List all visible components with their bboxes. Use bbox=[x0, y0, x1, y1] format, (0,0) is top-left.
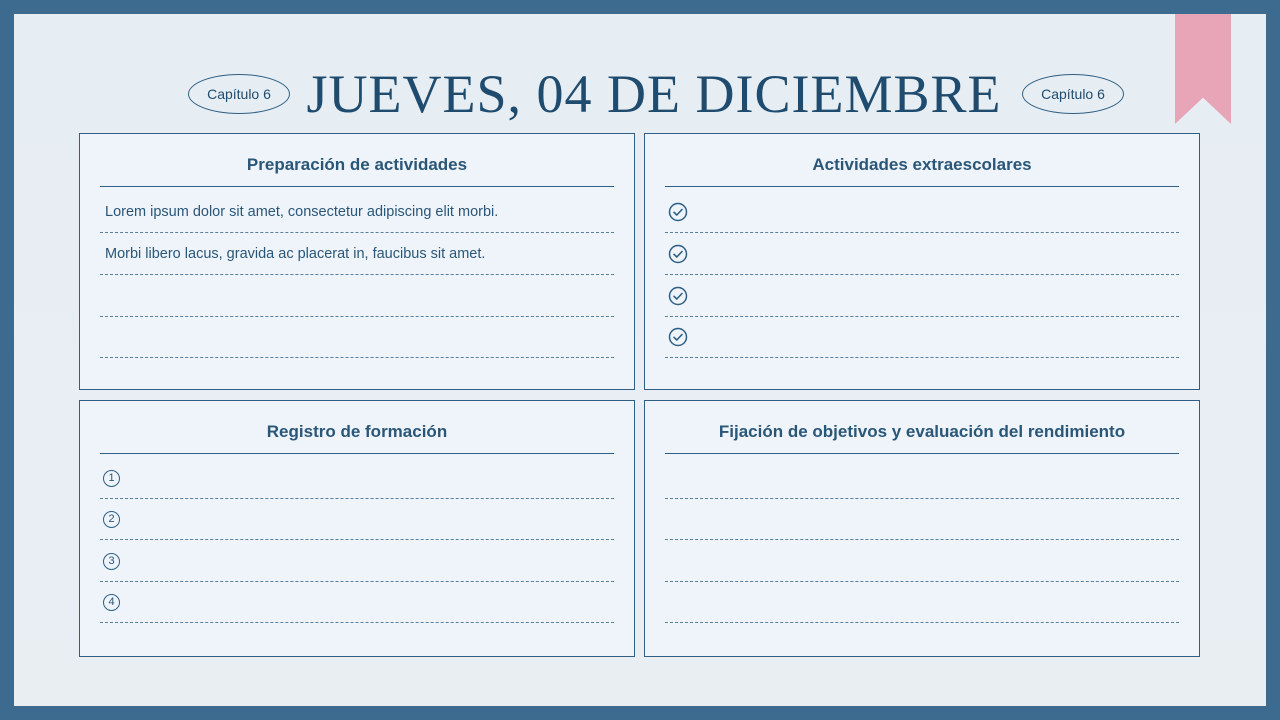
numbered-line[interactable] bbox=[100, 499, 614, 540]
numbered-line[interactable] bbox=[100, 582, 614, 623]
chapter-badge-left bbox=[188, 74, 290, 114]
page-title: JUEVES, 04 DE DICIEMBRE bbox=[306, 64, 1002, 124]
note-line[interactable] bbox=[100, 234, 614, 275]
panel-extraescolares bbox=[644, 133, 1200, 390]
numbered-line[interactable] bbox=[100, 458, 614, 499]
numbered-line[interactable] bbox=[100, 541, 614, 582]
note-line[interactable] bbox=[665, 458, 1179, 499]
panel-title: Preparación de actividades bbox=[100, 152, 614, 187]
check-circle-icon[interactable] bbox=[668, 286, 688, 306]
note-text: Lorem ipsum dolor sit amet, consectetur adipiscing elit morbi. bbox=[105, 204, 499, 220]
checklist-line[interactable] bbox=[665, 317, 1179, 358]
panel-title: Fijación de objetivos y evaluación del rendimiento bbox=[665, 419, 1179, 454]
check-circle-icon[interactable] bbox=[668, 244, 688, 264]
chapter-label: Capítulo 6 bbox=[1041, 86, 1105, 102]
check-circle-icon[interactable] bbox=[668, 327, 688, 347]
panel-title: Registro de formación bbox=[100, 419, 614, 454]
chapter-badge-right bbox=[1022, 74, 1124, 114]
checklist-line[interactable] bbox=[665, 192, 1179, 233]
panel-preparacion bbox=[79, 133, 635, 390]
chapter-label: Capítulo 6 bbox=[207, 86, 271, 102]
note-line[interactable] bbox=[665, 499, 1179, 540]
number-2-icon: 2 bbox=[103, 511, 120, 528]
bookmark-ribbon bbox=[1175, 14, 1231, 124]
number-1-icon: 1 bbox=[103, 470, 120, 487]
panel-title: Actividades extraescolares bbox=[665, 152, 1179, 187]
note-line[interactable] bbox=[100, 192, 614, 233]
number-4-icon: 4 bbox=[103, 594, 120, 611]
note-line[interactable] bbox=[665, 541, 1179, 582]
panel-objetivos bbox=[644, 400, 1200, 657]
note-line[interactable] bbox=[100, 276, 614, 317]
checklist-line[interactable] bbox=[665, 234, 1179, 275]
number-3-icon: 3 bbox=[103, 553, 120, 570]
check-circle-icon[interactable] bbox=[668, 202, 688, 222]
note-line[interactable] bbox=[100, 317, 614, 358]
note-text: Morbi libero lacus, gravida ac placerat in, faucibus sit amet. bbox=[105, 246, 486, 262]
panel-registro bbox=[79, 400, 635, 657]
checklist-line[interactable] bbox=[665, 276, 1179, 317]
note-line[interactable] bbox=[665, 582, 1179, 623]
